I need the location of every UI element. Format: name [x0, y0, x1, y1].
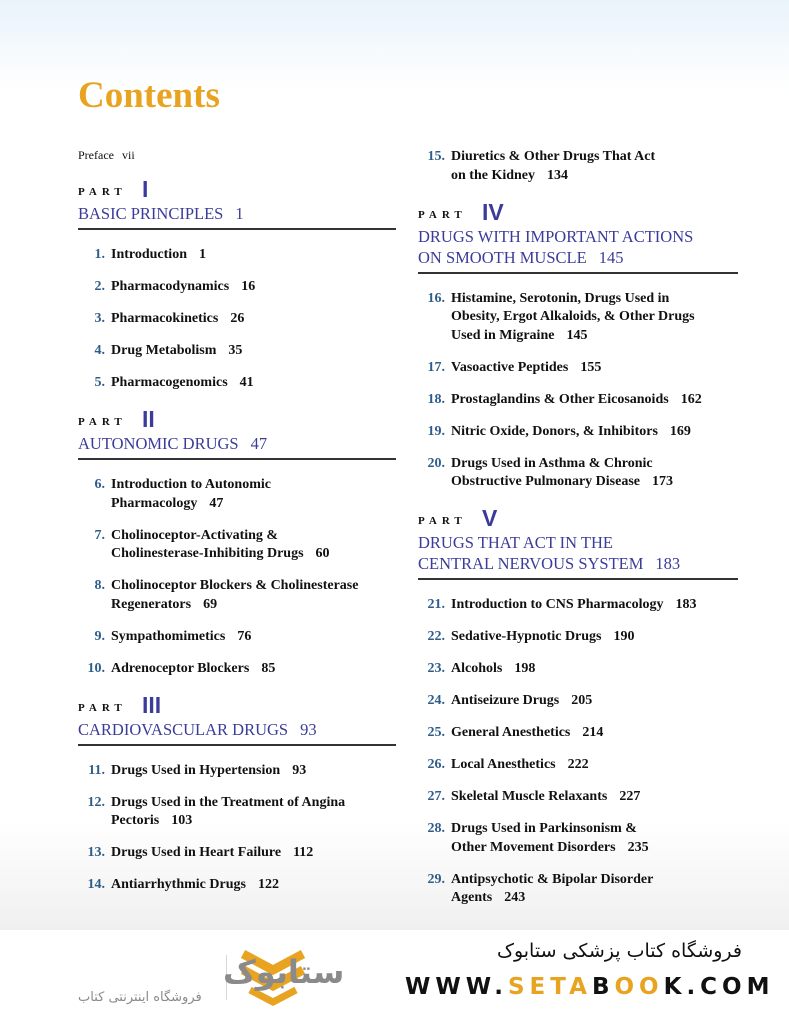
- chapter-number: 10.: [87, 660, 105, 676]
- chapter-entry[interactable]: [418, 788, 738, 807]
- chapter-page: 69: [203, 596, 218, 612]
- chapter-title-line: Regenerators: [111, 596, 192, 612]
- chapter-title: [105, 342, 396, 361]
- part-title-text: BASIC PRINCIPLES: [78, 204, 224, 223]
- chapter-title-line: Histamine, Serotonin, Drugs Used in: [451, 290, 670, 306]
- chapter-title: [445, 820, 738, 857]
- chapter-page: 93: [292, 762, 307, 778]
- chapter-page: 41: [239, 375, 254, 390]
- chapter-entry[interactable]: [78, 844, 396, 863]
- chapter-entry[interactable]: [78, 374, 396, 393]
- chapter-title-line: Skeletal Muscle Relaxants: [451, 789, 608, 804]
- chapter-title-line: Adrenoceptor Blockers: [111, 660, 250, 676]
- chapter-number: 15.: [427, 149, 445, 164]
- chapter-number: 3.: [94, 311, 105, 326]
- chapter-number: 29.: [427, 871, 445, 887]
- part-title[interactable]: [418, 529, 738, 580]
- part-word: PART: [78, 416, 127, 428]
- chapter-title-line: Nitric Oxide, Donors, & Inhibitors: [451, 423, 658, 439]
- chapter-number: 8.: [94, 578, 105, 593]
- chapter-title-line: Cholinoceptor-Activating &: [111, 527, 279, 543]
- chapter-entry[interactable]: [78, 794, 396, 831]
- chapter-title-line: Antiarrhythmic Drugs: [111, 877, 246, 892]
- page-title: Contents: [78, 75, 220, 116]
- chapter-page: 60: [315, 546, 330, 561]
- part-word: PART: [78, 701, 127, 714]
- part-page: 93: [300, 719, 317, 739]
- chapter-title-line: Other Movement Disorders: [451, 839, 616, 855]
- part-page: 47: [250, 434, 268, 453]
- chapter-title-line: Drugs Used in Hypertension: [111, 762, 281, 778]
- chapter-title-line: Drugs Used in Heart Failure: [111, 845, 282, 860]
- part-label: [78, 692, 396, 716]
- chapter-title-line: Pharmacology: [111, 495, 198, 511]
- chapter-title: [445, 391, 738, 410]
- part-number: III: [142, 691, 162, 718]
- chapter-title: [445, 660, 738, 679]
- chapter-entry[interactable]: [418, 455, 738, 492]
- part-section: [78, 406, 396, 678]
- chapter-title: [105, 278, 396, 297]
- chapter-title: [445, 788, 738, 807]
- chapter-title: [445, 871, 738, 908]
- chapter-page: 16: [241, 279, 256, 294]
- chapter-title-line: Obesity, Ergot Alkaloids, & Other Drugs: [451, 309, 695, 324]
- chapter-entry[interactable]: [78, 246, 396, 265]
- part-label: [78, 176, 396, 200]
- part-label: [78, 406, 396, 430]
- chapter-title-line: Prostaglandins & Other Eicosanoids: [451, 391, 669, 407]
- chapter-title-line: Sedative-Hypnotic Drugs: [451, 629, 602, 644]
- chapter-title: [105, 762, 396, 781]
- chapter-title-line: Cholinesterase-Inhibiting Drugs: [111, 546, 304, 561]
- logo-text: ستابوک: [223, 953, 345, 991]
- chapter-number: 21.: [427, 597, 445, 612]
- logo-subtitle: فروشگاه اینترنتی کتاب: [78, 990, 202, 1005]
- part-number: V: [482, 505, 498, 531]
- chapter-title-line: Drugs Used in Asthma & Chronic: [451, 455, 653, 471]
- part-word: PART: [418, 208, 467, 221]
- chapter-entry[interactable]: [418, 660, 738, 679]
- chapter-entry[interactable]: [78, 310, 396, 329]
- chapter-number: 17.: [427, 359, 445, 375]
- chapter-page: 103: [171, 813, 193, 828]
- chapter-page: 243: [504, 890, 526, 905]
- preface-page: vii: [121, 148, 135, 162]
- chapter-title-line: Agents: [451, 890, 493, 905]
- part-number: I: [142, 176, 149, 202]
- part-title[interactable]: [418, 223, 738, 274]
- chapter-title: [105, 876, 396, 895]
- chapter-number: 18.: [427, 391, 445, 407]
- chapter-page: 162: [680, 391, 702, 407]
- preface-label: Preface: [78, 148, 114, 162]
- chapter-page: 227: [619, 789, 641, 804]
- chapter-title-line: Pharmacokinetics: [111, 311, 219, 326]
- chapter-title: [105, 577, 396, 614]
- chapter-number: 2.: [94, 279, 105, 294]
- chapter-title: [445, 148, 738, 185]
- chapter-number: 7.: [94, 527, 105, 543]
- chapter-page: 183: [675, 597, 697, 612]
- part-page: 1: [235, 204, 244, 223]
- chapter-entry[interactable]: [78, 527, 396, 564]
- chapter-number: 4.: [94, 343, 105, 358]
- part-label: [418, 505, 738, 529]
- chapter-entry[interactable]: [418, 290, 738, 346]
- chapter-page: 134: [547, 167, 569, 183]
- chapter-title-line: Local Anesthetics: [451, 757, 556, 772]
- chapter-number: 5.: [94, 375, 105, 390]
- chapter-title: [445, 756, 738, 775]
- chapter-page: 190: [613, 629, 635, 644]
- chapter-entry[interactable]: [418, 692, 738, 711]
- chapter-number: 13.: [87, 845, 105, 860]
- chapter-page: 112: [293, 845, 314, 860]
- chapter-title: [105, 660, 396, 679]
- part-title-line: DRUGS WITH IMPORTANT ACTIONS: [418, 226, 694, 246]
- chapter-title: [105, 844, 396, 863]
- chapter-page: 85: [261, 660, 276, 676]
- chapter-entry[interactable]: [78, 628, 396, 647]
- part-title[interactable]: [78, 716, 396, 746]
- chapter-title-line: Alcohols: [451, 661, 503, 676]
- part-title[interactable]: [78, 430, 396, 460]
- chapter-page: 173: [651, 474, 673, 489]
- chapter-title-line: Diuretics & Other Drugs That Act: [451, 149, 656, 164]
- chapter-page: 122: [257, 877, 279, 892]
- chapter-entry[interactable]: [78, 342, 396, 361]
- chapter-page: 214: [582, 725, 604, 740]
- chapter-title-line: Antiseizure Drugs: [451, 693, 560, 708]
- chapter-title: [105, 310, 396, 329]
- chapter-number: 16.: [427, 290, 445, 306]
- chapter-page: 155: [580, 359, 602, 375]
- chapter-page: 198: [514, 661, 536, 676]
- chapter-title: [445, 423, 738, 442]
- chapter-title: [105, 476, 396, 513]
- chapter-page: 76: [237, 628, 252, 644]
- chapter-title-line: Obstructive Pulmonary Disease: [451, 474, 640, 489]
- chapter-number: 19.: [427, 423, 445, 439]
- chapter-page: 205: [571, 693, 593, 708]
- chapter-entry[interactable]: [78, 577, 396, 614]
- chapter-title-line: Introduction to Autonomic: [111, 477, 271, 492]
- chapter-number: 6.: [94, 477, 105, 492]
- chapter-title-line: Pectoris: [111, 813, 160, 828]
- chapter-title: [445, 692, 738, 711]
- chapter-number: 20.: [427, 455, 445, 471]
- chapter-title-line: Drug Metabolism: [111, 343, 217, 358]
- chapter-entry[interactable]: [418, 871, 738, 908]
- chapter-page: 235: [627, 839, 649, 855]
- part-title-line: DRUGS THAT ACT IN THE: [418, 533, 613, 552]
- chapter-number: 28.: [427, 821, 445, 836]
- chapter-title-line: Pharmacodynamics: [111, 279, 230, 294]
- chapter-page: 26: [230, 311, 245, 326]
- chapter-number: 26.: [427, 757, 445, 772]
- chapter-number: 11.: [88, 762, 105, 778]
- chapter-title: [445, 724, 738, 743]
- part-word: PART: [78, 186, 127, 198]
- chapter-title-line: General Anesthetics: [451, 725, 571, 740]
- chapter-page: 169: [669, 423, 691, 439]
- chapter-entry[interactable]: [418, 756, 738, 775]
- chapter-entry[interactable]: [418, 423, 738, 442]
- part-number: II: [142, 406, 155, 432]
- chapter-page: 1: [198, 247, 206, 262]
- part-title-text: AUTONOMIC DRUGS: [78, 434, 239, 453]
- part-section: [78, 176, 396, 393]
- left-column: [78, 148, 396, 908]
- store-logo: [75, 953, 345, 991]
- chapter-page: 47: [209, 495, 224, 511]
- chapter-entry[interactable]: [418, 148, 738, 185]
- part-section: [418, 505, 738, 908]
- chapter-title: [105, 527, 396, 564]
- part-section: [418, 199, 738, 492]
- chapter-number: 12.: [87, 794, 105, 810]
- chapter-entry[interactable]: [418, 820, 738, 857]
- chapter-title-line: Cholinoceptor Blockers & Cholinesterase: [111, 578, 359, 593]
- chapter-entry[interactable]: [418, 359, 738, 378]
- store-url[interactable]: WWW.SETABOOK.COM: [405, 974, 775, 1000]
- part-word: PART: [418, 515, 467, 527]
- right-column: [418, 148, 738, 921]
- chapter-entry[interactable]: [418, 628, 738, 647]
- chapter-number: 9.: [94, 628, 105, 644]
- chapter-entry[interactable]: [78, 660, 396, 679]
- chapter-entry[interactable]: [78, 278, 396, 297]
- chapter-number: 1.: [94, 247, 105, 262]
- chapter-title: [445, 290, 738, 346]
- chapter-entry[interactable]: [418, 596, 738, 615]
- chapter-title-line: Drugs Used in Parkinsonism &: [451, 821, 637, 836]
- chapter-entry[interactable]: [418, 391, 738, 410]
- chapter-title: [105, 628, 396, 647]
- chapter-title: [105, 374, 396, 393]
- preface-entry[interactable]: [78, 148, 396, 162]
- part-title[interactable]: [78, 200, 396, 230]
- chapter-title: [445, 455, 738, 492]
- chapter-entry[interactable]: [418, 724, 738, 743]
- chapter-number: 27.: [427, 789, 445, 804]
- chapter-number: 14.: [87, 877, 105, 892]
- chapter-page: 35: [228, 343, 243, 358]
- chapter-title: [445, 628, 738, 647]
- part-section: [78, 692, 396, 895]
- chapter-entry[interactable]: [78, 876, 396, 895]
- chapter-number: 23.: [427, 661, 445, 676]
- store-name: فروشگاه کتاب پزشکی ستابوک: [496, 940, 742, 962]
- chapter-number: 25.: [427, 725, 445, 740]
- chapter-title-line: Introduction to CNS Pharmacology: [451, 597, 664, 612]
- chapter-number: 24.: [427, 693, 445, 708]
- chapter-entry[interactable]: [78, 762, 396, 781]
- chapter-title-line: Introduction: [111, 247, 187, 262]
- part-number: IV: [482, 198, 504, 225]
- chapter-number: 22.: [427, 629, 445, 644]
- chapter-title-line: Sympathomimetics: [111, 628, 226, 644]
- chapter-title-line: Vasoactive Peptides: [451, 359, 569, 375]
- chapter-title-line: Used in Migraine: [451, 327, 555, 343]
- chapter-title: [105, 246, 396, 265]
- chapter-title-line: Pharmacogenomics: [111, 375, 228, 390]
- part-page: 145: [598, 247, 624, 267]
- part-label: [418, 199, 738, 223]
- part-title-text: CARDIOVASCULAR DRUGS: [78, 719, 289, 739]
- chapter-title: [445, 359, 738, 378]
- chapter-title-line: Drugs Used in the Treatment of Angina: [111, 794, 346, 810]
- part-page: 183: [655, 554, 681, 573]
- chapter-title: [105, 794, 396, 831]
- chapter-title-line: on the Kidney: [451, 167, 536, 183]
- chapter-page: 222: [567, 757, 589, 772]
- part-title-line: CENTRAL NERVOUS SYSTEM: [418, 554, 644, 573]
- chapter-title: [445, 596, 738, 615]
- chapter-entry[interactable]: [78, 476, 396, 513]
- chapter-page: 145: [566, 327, 588, 343]
- part-title-line: ON SMOOTH MUSCLE: [418, 247, 587, 267]
- chapter-title-line: Antipsychotic & Bipolar Disorder: [451, 871, 654, 887]
